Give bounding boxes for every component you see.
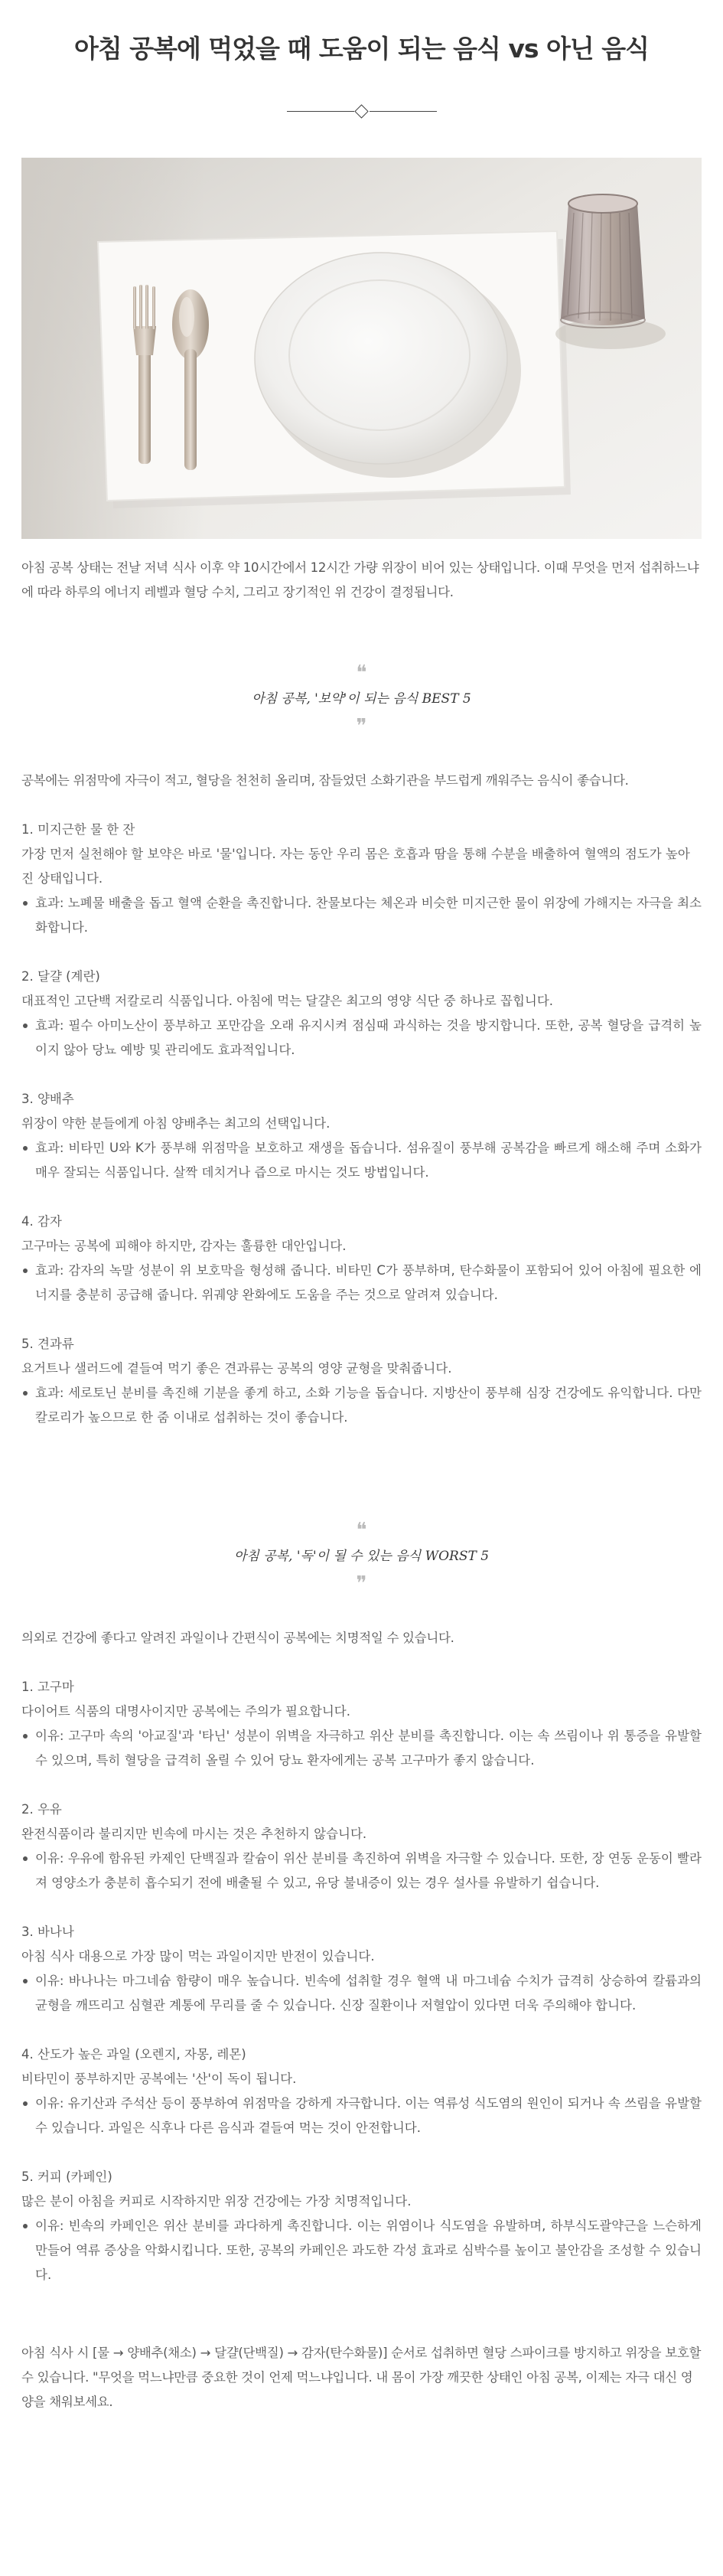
best-section [21,661,702,1430]
item-title: 3. 바나나 [21,1925,74,1939]
item-desc: 가장 먼저 실천해야 할 보약은 바로 '물'입니다. 자는 동안 우리 몸은 호흡과 땀을 통해 수분을 배출하여 혈액의 점도가 높아진 상태입니다. [21,847,690,886]
item-desc: 고구마는 공복에 피해야 하지만, 감자는 훌륭한 대안입니다. [21,1239,347,1253]
item-desc: 아침 식사 대용으로 가장 많이 먹는 과일이지만 반전이 있습니다. [21,1949,375,1964]
quote-open-icon: ❝ [356,661,367,684]
item-desc: 많은 분이 아침을 커피로 시작하지만 위장 건강에는 가장 치명적입니다. [21,2194,412,2209]
list-item [21,1210,702,1308]
item-bullet: 효과: 비타민 U와 K가 풍부해 위점막을 보호하고 재생을 돕습니다. 섬유질이 풍부해 공복감을 빠르게 해소해 주며 소화가 매우 잘되는 식품입니다. 살짝 데치거나 즙으로 마시는 것도 방법입니다. [21,1136,702,1185]
page-title: 아침 공복에 먹었을 때 도움이 되는 음식 vs 아닌 음식 [73,34,650,64]
item-bullet: 이유: 고구마 속의 '아교질'과 '타닌' 성분이 위벽을 자극하고 위산 분비를 촉진합니다. 이는 속 쓰림이나 위 통증을 유발할 수 있으며, 특히 혈당을 급격히 올릴 수 있어 당뇨 환자에게는 공복 고구마가 좋지 않습니다. [21,1724,702,1773]
item-bullet: 효과: 세로토닌 분비를 촉진해 기분을 좋게 하고, 소화 기능을 돕습니다. 지방산이 풍부해 심장 건강에도 유익합니다. 다만 칼로리가 높으므로 한 줌 이내로 섭취하는 것이 좋습니다. [21,1381,702,1430]
title-divider [287,104,437,119]
item-title: 2. 우유 [21,1802,62,1817]
list-item [21,2165,702,2287]
outro-paragraph: 아침 식사 시 [물 → 양배추(채소) → 달걀(단백질) → 감자(탄수화물)] 순서로 섭취하면 혈당 스파이크를 방지하고 위장을 보호할 수 있습니다. "무엇을 먹느냐만큼 중요한 것이 언제 먹느냐입니다. 내 몸이 가장 깨끗한 상태인 아침 공복, 이제는 자극 대신 영양을 채워보세요. [21,2346,702,2409]
item-bullet: 이유: 우유에 함유된 카제인 단백질과 칼슘이 위산 분비를 촉진하여 위벽을 자극할 수 있습니다. 또한, 장 연동 운동이 빨라져 영양소가 충분히 흡수되기 전에 배출될 수 있고, 유당 불내증이 있는 경우 설사를 유발하기 쉽습니다. [21,1846,702,1895]
best-heading: 아침 공복, '보약'이 되는 음식 BEST 5 [252,691,471,707]
worst-heading: 아침 공복, '독'이 될 수 있는 음식 WORST 5 [233,1549,490,1564]
list-item [21,2042,702,2140]
item-title: 1. 미지근한 물 한 잔 [21,822,135,837]
item-bullet: 효과: 필수 아미노산이 풍부하고 포만감을 오래 유지시켜 점심때 과식하는 것을 방지합니다. 또한, 공복 혈당을 급격히 높이지 않아 당뇨 예방 및 관리에도 효과적입니다. [21,1014,702,1063]
item-title: 1. 고구마 [21,1680,74,1694]
quote-close-icon: ❞ [356,1572,367,1595]
quote-open-icon: ❝ [356,1519,367,1542]
item-desc: 위장이 약한 분들에게 아침 양배추는 최고의 선택입니다. [21,1116,331,1131]
list-item [21,1920,702,2018]
list-item [21,1675,702,1773]
item-title: 4. 산도가 높은 과일 (오렌지, 자몽, 레몬) [21,2047,246,2062]
intro-paragraph: 아침 공복 상태는 전날 저녁 식사 이후 약 10시간에서 12시간 가량 위장이 비어 있는 상태입니다. 이때 무엇을 먼저 섭취하느냐에 따라 하루의 에너지 레벨과 혈당 수치, 그리고 장기적인 위 건강이 결정됩니다. [21,560,699,599]
place-setting-illustration [21,158,702,539]
hero-image [21,158,702,539]
worst-quote-heading [21,1519,702,1595]
list-item [21,1797,702,1895]
best-quote-heading [21,661,702,738]
list-item [21,818,702,940]
item-bullet: 이유: 빈속의 카페인은 위산 분비를 과다하게 촉진합니다. 이는 위염이나 식도염을 유발하며, 하부식도괄약근을 느슨하게 만들어 역류 증상을 악화시킵니다. 또한, 공복의 카페인은 과도한 각성 효과로 심박수를 높이고 불안감을 조성할 수 있습니다. [21,2214,702,2287]
item-desc: 요거트나 샐러드에 곁들여 먹기 좋은 견과류는 공복의 영양 균형을 맞춰줍니다. [21,1361,452,1376]
worst-section [21,1519,702,2287]
item-title: 4. 감자 [21,1214,62,1229]
worst-lead: 의외로 건강에 좋다고 알려진 과일이나 간편식이 공복에는 치명적일 수 있습니다. [21,1631,454,1645]
item-bullet: 이유: 유기산과 주석산 등이 풍부하여 위점막을 강하게 자극합니다. 이는 역류성 식도염의 원인이 되거나 속 쓰림을 유발할 수 있습니다. 과일은 식후나 다른 음식과 곁들여 먹는 것이 안전합니다. [21,2091,702,2140]
item-bullet: 효과: 노폐물 배출을 돕고 혈액 순환을 촉진합니다. 찬물보다는 체온과 비슷한 미지근한 물이 위장에 가해지는 자극을 최소화합니다. [21,891,702,940]
item-desc: 비타민이 풍부하지만 공복에는 '산'이 독이 됩니다. [21,2072,297,2086]
item-bullet: 효과: 감자의 녹말 성분이 위 보호막을 형성해 줍니다. 비타민 C가 풍부하며, 탄수화물이 포함되어 있어 아침에 필요한 에너지를 충분히 공급해 줍니다. 위궤양 완화에도 도움을 주는 것으로 알려져 있습니다. [21,1259,702,1308]
item-desc: 대표적인 고단백 저칼로리 식품입니다. 아침에 먹는 달걀은 최고의 영양 식단 중 하나로 꼽힙니다. [21,994,554,1008]
item-title: 5. 견과류 [21,1337,74,1351]
item-desc: 완전식품이라 불리지만 빈속에 마시는 것은 추천하지 않습니다. [21,1827,367,1841]
diamond-ornament-icon [354,104,368,118]
item-bullet: 이유: 바나나는 마그네슘 함량이 매우 높습니다. 빈속에 섭취할 경우 혈액 내 마그네슘 수치가 급격히 상승하여 칼륨과의 균형을 깨뜨리고 심혈관 계통에 무리를 줄 수 있습니다. 신장 질환이나 저혈압이 있다면 더욱 주의해야 합니다. [21,1969,702,2018]
best-lead: 공복에는 위점막에 자극이 적고, 혈당을 천천히 올리며, 잠들었던 소화기관을 부드럽게 깨워주는 음식이 좋습니다. [21,773,629,788]
list-item [21,965,702,1063]
item-title: 3. 양배추 [21,1092,74,1106]
item-title: 5. 커피 (카페인) [21,2170,112,2184]
item-title: 2. 달걀 (계란) [21,969,100,984]
item-desc: 다이어트 식품의 대명사이지만 공복에는 주의가 필요합니다. [21,1704,350,1719]
list-item [21,1087,702,1185]
list-item [21,1332,702,1430]
quote-close-icon: ❞ [356,715,367,738]
